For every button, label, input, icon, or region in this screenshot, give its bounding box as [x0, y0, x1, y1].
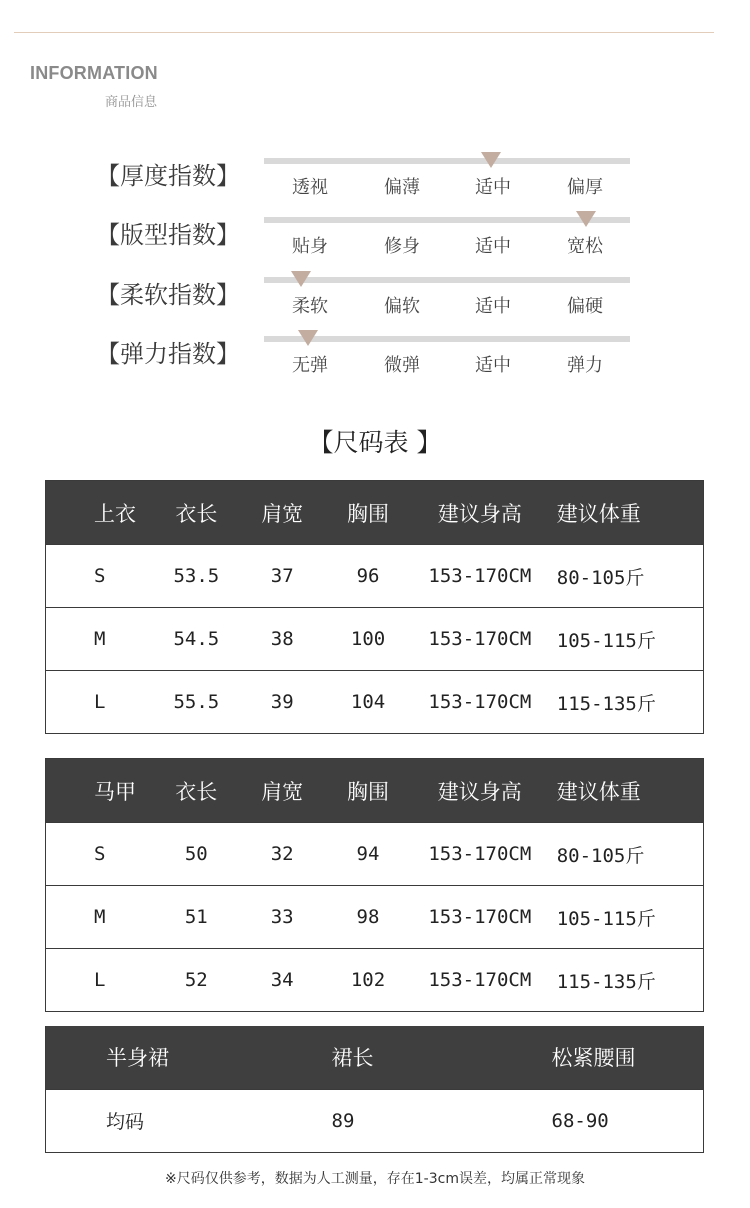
table-header-cell: 肩宽 — [239, 481, 325, 545]
table-cell: 94 — [325, 823, 411, 886]
size-table-skirt — [45, 1026, 704, 1153]
table-header-row — [46, 759, 704, 823]
table-cell: 153-170CM — [411, 671, 549, 734]
table-cell: 115-135斤 — [549, 671, 704, 734]
index-option: 偏软 — [384, 296, 420, 317]
index-option: 偏硬 — [567, 296, 603, 317]
index-row-fit — [0, 217, 750, 273]
table-header-cell: 半身裙 — [46, 1026, 256, 1089]
table-cell: 100 — [325, 608, 411, 671]
measurement-note: ※尺码仅供参考，数据为人工测量，存在1-3cm误差，均属正常现象 — [165, 1171, 585, 1187]
table-header-cell: 衣长 — [153, 759, 239, 823]
index-option: 无弹 — [292, 355, 328, 376]
table-cell: 105-115斤 — [549, 886, 704, 949]
table-cell: 153-170CM — [411, 886, 549, 949]
table-header-cell: 胸围 — [325, 481, 411, 545]
index-marker-icon — [298, 330, 318, 346]
index-row-softness — [0, 277, 750, 333]
table-cell: 104 — [325, 671, 411, 734]
index-marker-icon — [576, 211, 596, 227]
table-cell: 34 — [239, 949, 325, 1012]
index-option: 修身 — [384, 236, 420, 257]
index-label: 【厚度指数】 — [96, 162, 240, 190]
table-row — [46, 545, 704, 608]
table-header-cell: 上衣 — [46, 481, 154, 545]
table-cell: 55.5 — [153, 671, 239, 734]
table-header-cell: 马甲 — [46, 759, 154, 823]
table-header-cell: 建议身高 — [411, 481, 549, 545]
index-option: 适中 — [475, 177, 511, 198]
index-option: 透视 — [292, 177, 328, 198]
table-cell: 39 — [239, 671, 325, 734]
table-cell: 115-135斤 — [549, 949, 704, 1012]
table-cell: 80-105斤 — [549, 545, 704, 608]
table-cell: 153-170CM — [411, 608, 549, 671]
table-header-cell: 建议体重 — [549, 759, 704, 823]
index-option: 宽松 — [567, 236, 603, 257]
table-cell: 96 — [325, 545, 411, 608]
index-option: 贴身 — [292, 236, 328, 257]
table-cell: 105-115斤 — [549, 608, 704, 671]
table-header-cell: 胸围 — [325, 759, 411, 823]
top-divider — [14, 32, 714, 33]
table-row — [46, 1089, 704, 1152]
index-bar — [264, 277, 630, 283]
size-table-vest — [45, 758, 704, 1012]
table-cell: 53.5 — [153, 545, 239, 608]
index-option: 适中 — [475, 236, 511, 257]
index-marker-icon — [291, 271, 311, 287]
table-row — [46, 608, 704, 671]
table-row — [46, 671, 704, 734]
table-header-cell: 肩宽 — [239, 759, 325, 823]
table-cell: S — [46, 823, 154, 886]
table-cell: 32 — [239, 823, 325, 886]
index-label: 【柔软指数】 — [96, 281, 240, 309]
table-row — [46, 823, 704, 886]
index-label: 【版型指数】 — [96, 221, 240, 249]
table-cell: 102 — [325, 949, 411, 1012]
index-option: 偏薄 — [384, 177, 420, 198]
table-cell: 均码 — [46, 1089, 256, 1152]
table-cell: S — [46, 545, 154, 608]
table-cell: 33 — [239, 886, 325, 949]
table-cell: 68-90 — [456, 1089, 704, 1152]
index-option: 适中 — [475, 355, 511, 376]
table-cell: L — [46, 949, 154, 1012]
index-option: 弹力 — [567, 355, 603, 376]
table-header-cell: 松紧腰围 — [456, 1026, 704, 1089]
table-row — [46, 949, 704, 1012]
table-cell: L — [46, 671, 154, 734]
table-header-cell: 建议身高 — [411, 759, 549, 823]
table-cell: 153-170CM — [411, 545, 549, 608]
table-cell: 52 — [153, 949, 239, 1012]
table-cell: 80-105斤 — [549, 823, 704, 886]
table-row — [46, 886, 704, 949]
table-header-row — [46, 1026, 704, 1089]
section-title-cn: 商品信息 — [105, 95, 158, 110]
index-row-thickness — [0, 158, 750, 214]
index-option: 偏厚 — [567, 177, 603, 198]
table-cell: 153-170CM — [411, 949, 549, 1012]
table-cell: M — [46, 608, 154, 671]
table-cell: M — [46, 886, 154, 949]
table-cell: 38 — [239, 608, 325, 671]
table-cell: 50 — [153, 823, 239, 886]
size-chart-title: 【尺码表 】 — [308, 428, 442, 457]
index-label: 【弹力指数】 — [96, 340, 240, 368]
table-header-row — [46, 481, 704, 545]
index-option: 适中 — [475, 296, 511, 317]
table-cell: 153-170CM — [411, 823, 549, 886]
index-row-elasticity — [0, 336, 750, 392]
table-cell: 89 — [256, 1089, 456, 1152]
table-header-cell: 建议体重 — [549, 481, 704, 545]
table-cell: 51 — [153, 886, 239, 949]
index-bar — [264, 158, 630, 164]
size-table-top — [45, 480, 704, 734]
table-cell: 54.5 — [153, 608, 239, 671]
table-header-cell: 衣长 — [153, 481, 239, 545]
table-header-cell: 裙长 — [256, 1026, 456, 1089]
section-title-en: INFORMATION — [30, 63, 158, 83]
index-option: 柔软 — [292, 296, 328, 317]
table-cell: 37 — [239, 545, 325, 608]
table-cell: 98 — [325, 886, 411, 949]
index-marker-icon — [481, 152, 501, 168]
index-bar — [264, 336, 630, 342]
index-option: 微弹 — [384, 355, 420, 376]
